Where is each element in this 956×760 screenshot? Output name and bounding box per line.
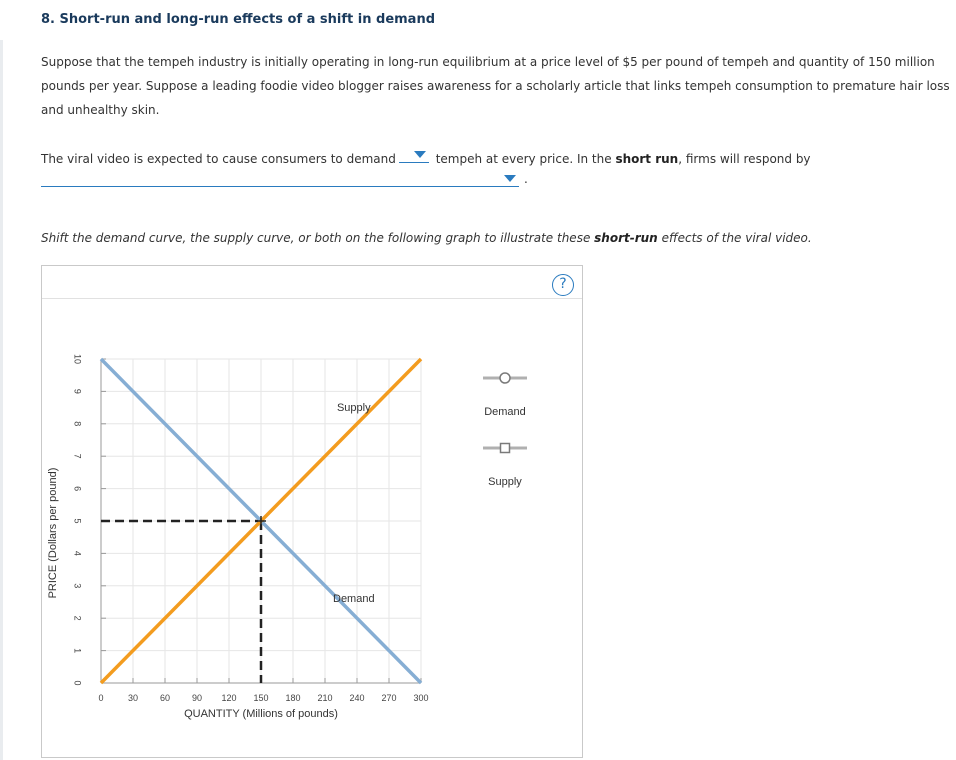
x-tick-label: 180: [285, 693, 301, 703]
demand-tool-label: Demand: [484, 406, 526, 418]
chevron-down-icon: [504, 175, 516, 182]
y-axis-title: PRICE (Dollars per pound): [47, 467, 59, 599]
firm-response-dropdown[interactable]: [41, 170, 519, 187]
x-tick-label: 240: [349, 693, 365, 703]
x-tick-label: 120: [221, 693, 237, 703]
question-bold: short run: [615, 152, 679, 166]
intro-text: Suppose that the tempeh industry is initially operating in long-run equilibrium at a price level of $5 per pound of tempeh and quantity of 150 million pounds per year. Suppose a leading foodie video blogger raises awareness for a scholarly article that links tempeh consumption to premature hair loss and unhealthy skin.: [41, 55, 950, 117]
x-tick-label: 270: [381, 693, 397, 703]
y-tick-label: 7: [72, 453, 83, 459]
question-period: .: [524, 172, 528, 186]
x-tick-label: 210: [317, 693, 333, 703]
y-tick-label: 2: [72, 615, 83, 621]
demand-curve-label: Demand: [333, 593, 375, 605]
y-tick-label: 8: [72, 421, 83, 427]
x-tick-label: 150: [253, 693, 269, 703]
y-tick-label: 10: [72, 353, 83, 365]
supply-tool-handle[interactable]: [501, 444, 510, 453]
content-rail: [0, 40, 3, 760]
x-tick-label: 60: [159, 693, 171, 703]
y-tick-label: 5: [72, 518, 83, 524]
supply-curve-label: Supply: [336, 401, 371, 414]
question-line-2: [41, 170, 953, 194]
x-tick-label: 30: [127, 693, 139, 703]
y-tick-label: 6: [72, 486, 83, 492]
x-tick-label: 0: [98, 693, 104, 703]
question-line-1: [41, 146, 953, 171]
demand-change-dropdown[interactable]: [399, 146, 429, 163]
x-tick-label: 90: [191, 693, 203, 703]
question-suffix: , firms will respond by: [678, 152, 811, 166]
demand-tool-handle[interactable]: [500, 373, 510, 383]
y-tick-label: 1: [72, 648, 83, 654]
x-axis-title: QUANTITY (Millions of pounds): [184, 708, 338, 720]
y-tick-label: 3: [72, 583, 83, 589]
supply-tool-label: Supply: [488, 476, 522, 488]
graph-panel: [41, 265, 583, 758]
y-tick-label: 0: [72, 680, 83, 686]
question-prefix: The viral video is expected to cause consumers to demand: [41, 152, 396, 166]
y-tick-label: 9: [72, 388, 83, 394]
graph-instructions: Shift the demand curve, the supply curve, or both on the following graph to illustrate these short-run effects of the viral video.: [41, 231, 812, 245]
x-tick-label: 300: [413, 693, 429, 703]
y-tick-label: 4: [72, 550, 83, 556]
supply-demand-chart: [42, 266, 582, 757]
help-icon[interactable]: ?: [552, 274, 574, 296]
chevron-down-icon: [414, 151, 426, 158]
question-middle: tempeh at every price. In the: [435, 152, 612, 166]
problem-title: 8. Short-run and long-run effects of a shift in demand: [41, 12, 436, 27]
